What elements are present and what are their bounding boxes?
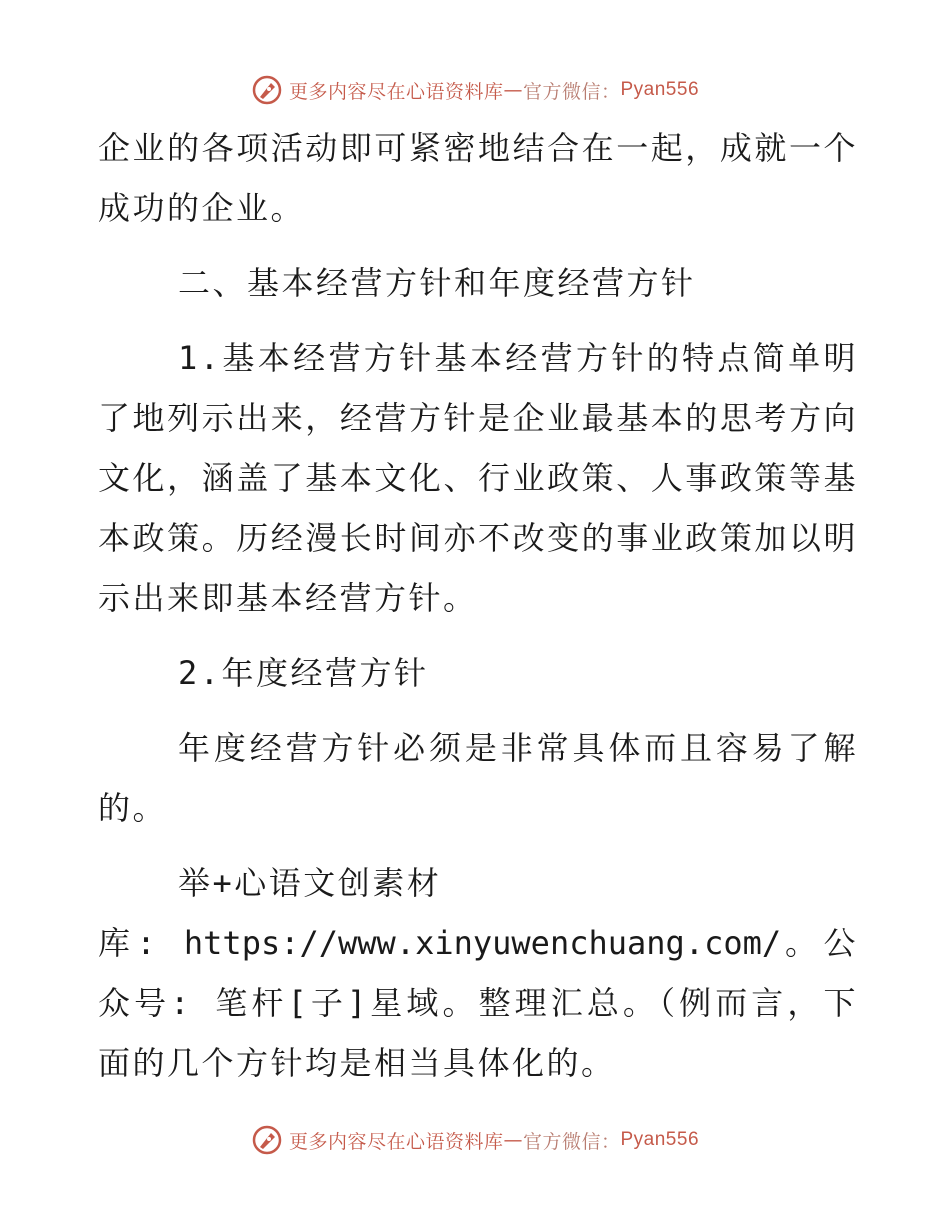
banner-wechat-id: Pyan556: [620, 1129, 700, 1150]
section-heading-two: 二、基本经营方针和年度经营方针: [178, 264, 696, 302]
paragraph-intro-continuation: 企业的各项活动即可紧密地结合在一起，成就一个成功的企业。: [98, 129, 858, 227]
subheading-annual-policy: 2.年度经营方针: [178, 654, 429, 692]
paragraph-source-line: 举+心语文创素材: [178, 864, 442, 902]
document-body: [98, 118, 858, 1093]
pen-nib-logo-icon: [251, 1124, 283, 1156]
source-url-link[interactable]: https://www.xinyuwenchuang.com/: [183, 924, 782, 962]
banner-wechat-label: 官方微信：: [522, 1130, 621, 1153]
source-rest-text: 。公众号: 笔杆[子]星域。整理汇总。（例而言，下面的几个方针均是相当具体化的。: [98, 924, 858, 1082]
header-watermark-banner: [0, 70, 950, 110]
banner-dash: —: [503, 1129, 523, 1151]
banner-main-text: 更多内容尽在心语资料库: [288, 80, 504, 103]
banner-main-text: 更多内容尽在心语资料库: [288, 1130, 504, 1153]
paragraph-source-details: [98, 913, 858, 1093]
banner-wechat-label: 官方微信：: [522, 80, 621, 103]
paragraph-basic-policy: 1.基本经营方针基本经营方针的特点简单明了地列示出来，经营方针是企业最基本的思考方向文化，涵盖了基本文化、行业政策、人事政策等基本政策。历经漫长时间亦不改变的事业政策加以明示出来即基本经营方针。: [98, 339, 858, 617]
banner-wechat-id: Pyan556: [620, 79, 700, 100]
pen-nib-logo-icon: [251, 74, 283, 106]
banner-dash: —: [503, 79, 523, 101]
footer-watermark-banner: [0, 1120, 950, 1160]
paragraph-annual-policy: 年度经营方针必须是非常具体而且容易了解的。: [98, 729, 858, 827]
source-prefix: 库:: [98, 924, 184, 962]
